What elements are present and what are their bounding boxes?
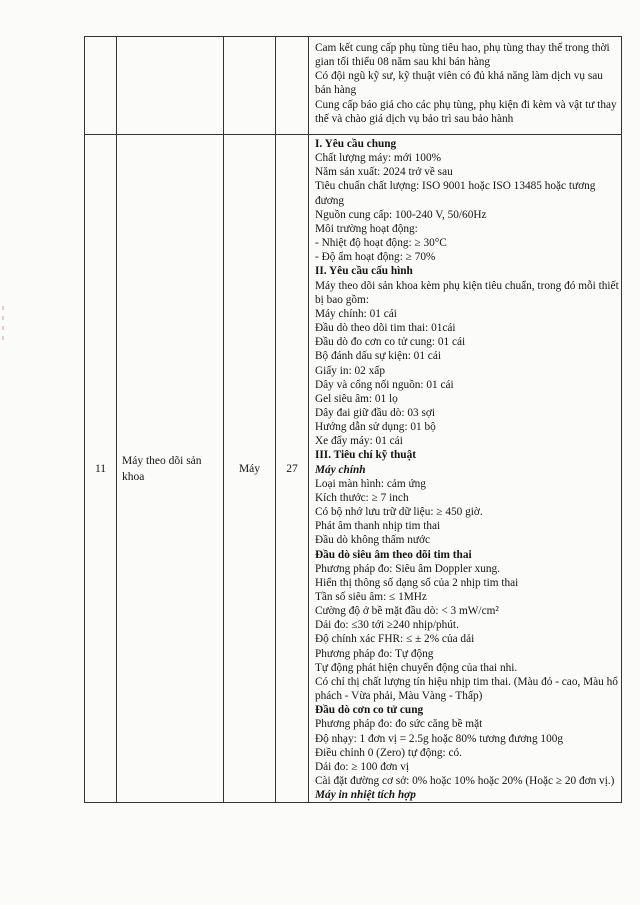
spec-heading: I. Yêu cầu chung	[315, 138, 397, 150]
spec-line: bị bao gồm:	[315, 293, 369, 306]
spec-line: Dải đo: ≥ 100 đơn vị	[315, 760, 410, 773]
table-row	[85, 37, 622, 135]
spec-heading: III. Tiêu chí kỹ thuật	[315, 449, 416, 462]
spec-line: đương	[315, 194, 345, 207]
spec-line: Tiêu chuẩn chất lượng: ISO 9001 hoặc ISO 13485 hoặc tương	[315, 180, 596, 193]
name-cell: Máy theo dõi sản khoa	[117, 135, 224, 803]
spec-line: Kích thước: ≥ 7 inch	[315, 491, 409, 504]
spec-table	[84, 36, 622, 803]
table-row	[85, 135, 622, 803]
spec-line: Máy theo dõi sản khoa kèm phụ kiện tiêu chuẩn, trong đó mỗi thiết	[315, 279, 619, 292]
spec-line: gian tối thiểu 08 năm sau khi bán hàng	[315, 56, 491, 69]
spec-line: Cam kết cung cấp phụ tùng tiêu hao, phụ tùng thay thế trong thời	[315, 42, 610, 54]
spec-line: Máy chính: 01 cái	[315, 307, 397, 320]
name-cell	[117, 37, 224, 135]
spec-line: Giấy in: 02 xấp	[315, 364, 385, 377]
spec-line: Phương pháp đo: đo sức căng bề mặt	[315, 718, 483, 731]
spec-line: Hiển thị thông số dạng số của 2 nhịp tim thai	[315, 576, 519, 589]
spec-line: thế và chào giá dịch vụ bảo trì sau bảo hành	[315, 112, 514, 125]
spec-line: phách - Vừa phải, Màu Vàng - Thấp)	[315, 690, 483, 703]
margin-mark	[0, 300, 6, 360]
spec-line: Phương pháp đo: Tự động	[315, 647, 434, 660]
spec-line: Nguồn cung cấp: 100-240 V, 50/60Hz	[315, 208, 487, 221]
spec-cell	[309, 135, 622, 803]
spec-line: Dây đai giữ đầu dò: 03 sợi	[315, 406, 436, 419]
spec-line: Phát âm thanh nhịp tim thai	[315, 520, 441, 533]
spec-line: Dải đo: ≤30 tới ≥240 nhịp/phút.	[315, 619, 459, 632]
spec-cell	[309, 37, 622, 135]
spec-line: Cung cấp báo giá cho các phụ tùng, phụ kiện đi kèm và vật tư thay	[315, 98, 617, 111]
spec-line: Có đội ngũ kỹ sư, kỹ thuật viên có đủ khả năng làm dịch vụ sau	[315, 70, 603, 83]
qty-cell: 27	[276, 135, 309, 803]
spec-line: Phương pháp đo: Siêu âm Doppler xung.	[315, 562, 500, 575]
spec-heading: Máy in nhiệt tích hợp	[315, 789, 416, 802]
spec-line: - Nhiệt độ hoạt động: ≥ 30°C	[315, 237, 447, 250]
spec-line: Tần số siêu âm: ≤ 1MHz	[315, 591, 427, 603]
stt-cell	[85, 37, 117, 135]
spec-line: Có bộ nhớ lưu trữ dữ liệu: ≥ 450 giờ.	[315, 506, 483, 519]
spec-line: Hướng dẫn sử dụng: 01 bộ	[315, 421, 436, 434]
spec-heading: Đầu dò cơn co tử cung	[315, 704, 424, 717]
spec-line: Cường độ ở bề mặt đầu dò: < 3 mW/cm²	[315, 605, 499, 618]
spec-line: Có chỉ thị chất lượng tín hiệu nhịp tim thai. (Màu đỏ - cao, Màu hổ	[315, 675, 618, 688]
qty-cell	[276, 37, 309, 135]
spec-line: Đầu dò không thấm nước	[315, 534, 431, 547]
spec-line: Gel siêu âm: 01 lọ	[315, 392, 398, 405]
spec-line: Độ nhạy: 1 đơn vị = 2.5g hoặc 80% tương đương 100g	[315, 732, 564, 745]
spec-line: Môi trường hoạt động:	[315, 222, 418, 235]
spec-line: Tự động phát hiện chuyển động của thai nhi.	[315, 661, 518, 674]
spec-line: Đầu dò đo cơn co tử cung: 01 cái	[315, 336, 466, 349]
spec-heading: II. Yêu cầu cấu hình	[315, 265, 413, 278]
spec-line: Đầu dò theo dõi tim thai: 01cái	[315, 322, 456, 335]
stt-cell: 11	[85, 135, 117, 803]
spec-line: bán hàng	[315, 84, 357, 97]
spec-line: Cài đặt đường cơ sở: 0% hoặc 10% hoặc 20% (Hoặc ≥ 20 đơn vị.)	[315, 775, 615, 788]
spec-line: Chất lượng máy: mới 100%	[315, 152, 442, 165]
spec-line: - Độ ẩm hoạt động: ≥ 70%	[315, 251, 436, 264]
spec-line: Độ chính xác FHR: ≤ ± 2% của dải	[315, 633, 475, 646]
unit-cell: Máy	[224, 135, 276, 803]
spec-heading: Máy chính	[315, 463, 366, 476]
spec-line: Dây và cổng nối nguồn: 01 cái	[315, 378, 454, 391]
spec-line: Loại màn hình: cảm ứng	[315, 477, 426, 490]
spec-line: Điều chỉnh 0 (Zero) tự động: có.	[315, 746, 462, 759]
unit-cell	[224, 37, 276, 135]
spec-heading: Đầu dò siêu âm theo dõi tim thai	[315, 548, 472, 561]
spec-line: Năm sản xuất: 2024 trở về sau	[315, 166, 453, 179]
spec-line: Bộ đánh dấu sự kiện: 01 cái	[315, 350, 441, 363]
spec-line: Xe đẩy máy: 01 cái	[315, 435, 403, 448]
